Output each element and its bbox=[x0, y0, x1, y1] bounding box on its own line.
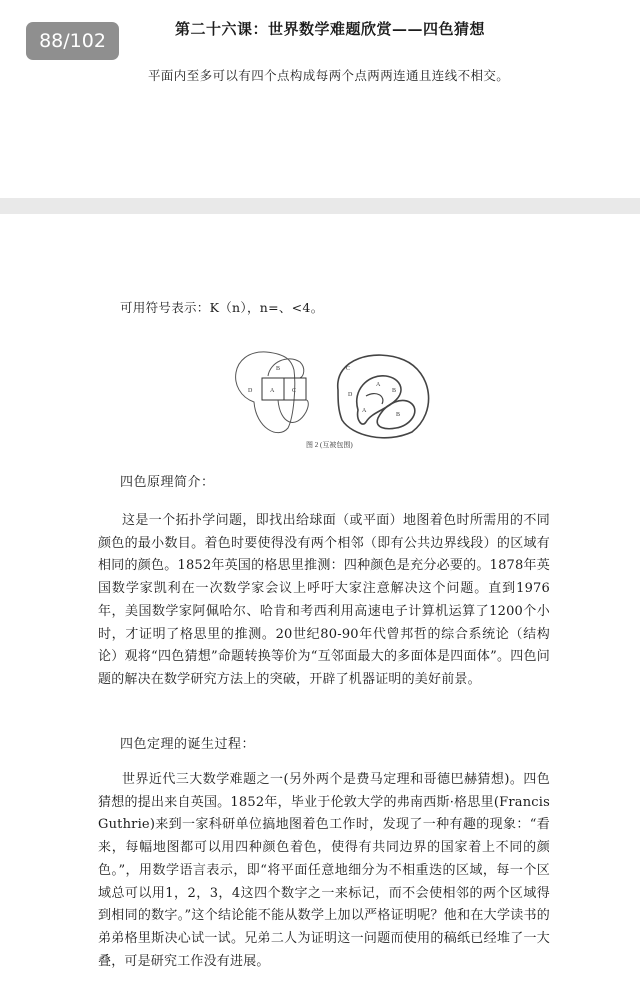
figure-region-label: A bbox=[270, 388, 275, 394]
section1-heading: 四色原理简介： bbox=[120, 475, 215, 490]
figure-region-label: B bbox=[396, 412, 401, 418]
figure-caption: 图 2 (互被包围) bbox=[306, 441, 353, 449]
section1-paragraph: 这是一个拓扑学问题，即找出给球面（或平面）地图着色时所需用的不同颜色的最小数目。着色时要使得没有两个相邻（即有公共边界线段）的区域有相同的颜色。1852年英国的格思里推测：四种颜色是充分必要的。1878年英国数学家凯利在一次数学家会议上呼吁大家注意解决这个问题。直到1976年，美国数学家阿佩哈尔、哈肯和考西利用高速电子计算机运算了1200个小时，才证明了格思里的推测。20世纪80-90年代曾邦哲的综合系统论（结构论）观将“四色猜想”命题转换等价为“互邻面最大的多面体是四面体”。四色问题的解决在数学研究方法上的突破，开辟了机器证明的美好前景。 bbox=[98, 513, 550, 687]
figure-region-label: D bbox=[348, 392, 353, 398]
figure-region-label: B bbox=[276, 366, 281, 372]
lesson-title: 第二十六课：世界数学难题欣赏——四色猜想 bbox=[175, 20, 486, 38]
four-color-figure bbox=[226, 340, 441, 450]
figure-region-label: A bbox=[362, 408, 367, 414]
left-top-region bbox=[268, 359, 304, 378]
right-inner-region-3 bbox=[366, 394, 383, 404]
document-page-2 bbox=[0, 214, 640, 1000]
figure-region-label: D bbox=[248, 388, 253, 394]
page1-text: 平面内至多可以有四个点构成每两个点两两连通且连线不相交。 bbox=[148, 68, 510, 83]
page-indicator-badge: 88/102 bbox=[26, 22, 119, 60]
figure-region-label: A bbox=[376, 382, 381, 388]
figure-region-label: C bbox=[346, 366, 351, 372]
section2-heading: 四色定理的诞生过程： bbox=[120, 737, 256, 752]
figure-region-label: B bbox=[392, 388, 397, 394]
section2-paragraph: 世界近代三大数学难题之一(另外两个是费马定理和哥德巴赫猜想)。四色猜想的提出来自英国。1852年，毕业于伦敦大学的弗南西斯·格思里(Francis Guthrie)来到一家科研单位搞地图着色工作时，发现了一种有趣的现象：“看来，每幅地图都可以用四种颜色着色，使得有共同边界的国家着上不同的颜色。”，用数学语言表示，即“将平面任意地细分为不相重迭的区域，每一个区域总可以用1，2，3，4这四个数字之一来标记，而不会使相邻的两个区域得到相同的数字。”这个结论能不能从数学上加以严格证明呢？他和在大学读书的弟弟格里斯决心试一试。兄弟二人为证明这一问题而使用的稿纸已经堆了一大叠，可是研究工作没有进展。 bbox=[98, 772, 550, 969]
figure-region-label: C bbox=[292, 388, 297, 394]
symbol-text: 可用符号表示：K（n），n=、<4。 bbox=[120, 300, 324, 315]
